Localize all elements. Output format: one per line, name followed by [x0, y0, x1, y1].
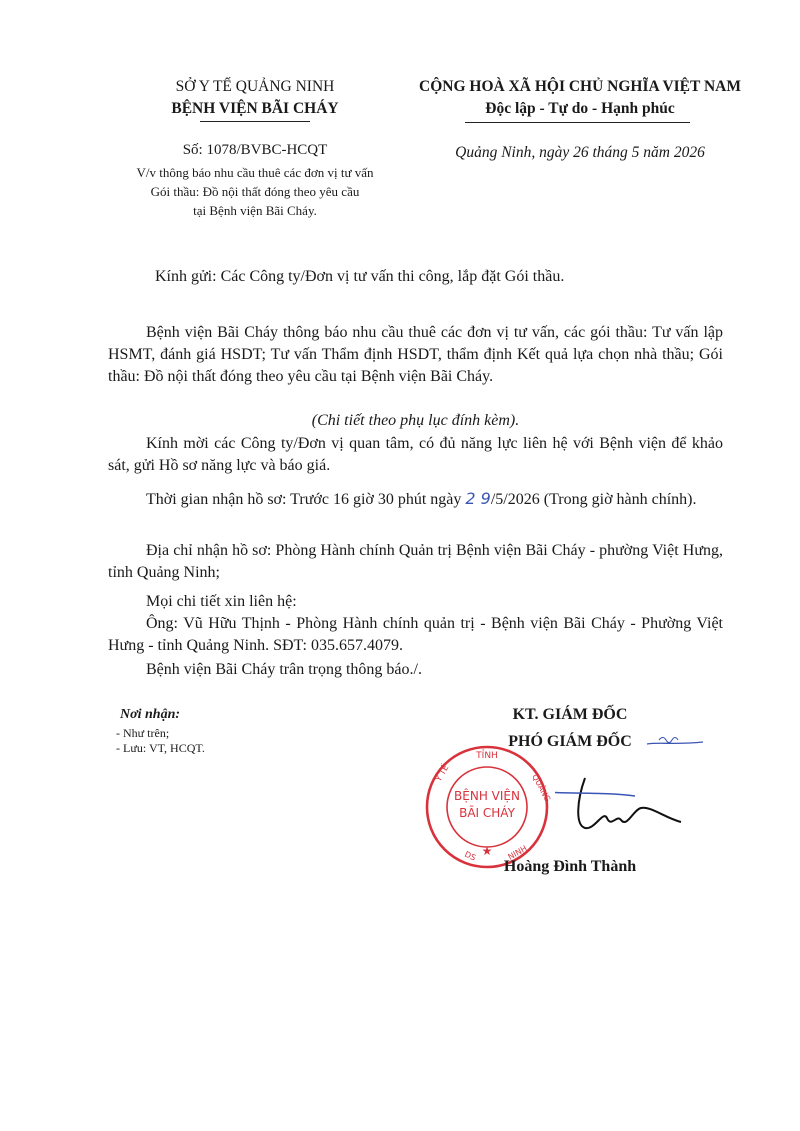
svg-text:DS: DS: [463, 849, 478, 863]
handwritten-day: 2 9: [465, 489, 491, 508]
handwritten-initial-icon: [645, 730, 705, 752]
signer-role-secondary: PHÓ GIÁM ĐỐC: [508, 733, 632, 750]
paragraph-contact-person: Ông: Vũ Hữu Thịnh - Phòng Hành chính quản trị - Bệnh viện Bãi Cháy - Phường Việt Hưng - tỉnh Quảng Ninh. SĐT: 035.657.4079.: [108, 615, 723, 654]
paragraph-address: Địa chỉ nhận hồ sơ: Phòng Hành chính Quản trị Bệnh viện Bãi Cháy - phường Việt Hưng, tỉnh Quảng Ninh;: [108, 542, 723, 581]
nation-title: CỘNG HOÀ XÃ HỘI CHỦ NGHĨA VIỆT NAM: [419, 78, 741, 95]
recipient-item: - Lưu: VT, HCQT.: [116, 741, 205, 755]
official-seal-icon: [420, 742, 555, 872]
deadline-text: Thời gian nhận hồ sơ: Trước 16 giờ 30 phút ngày: [146, 491, 466, 508]
stamp-line-2: BÃI CHÁY: [459, 806, 515, 820]
subject-line: tại Bệnh viện Bãi Cháy.: [193, 203, 317, 218]
document-number: Số: 1078/BVBC-HCQT: [182, 142, 328, 158]
subject-line: V/v thông báo nhu cầu thuê các đơn vị tư vấn: [136, 165, 374, 180]
document-subject: [105, 163, 405, 220]
paragraph-announcement: Bệnh viện Bãi Cháy thông báo nhu cầu thuê các đơn vị tư vấn, các gói thầu: Tư vấn lập HSMT, đánh giá HSDT; Tư vấn Thẩm định HSDT, thẩm định Kết quả lựa chọn nhà thầu; Gói thầu: Đồ nội thất đóng theo yêu cầu tại Bệnh viện Bãi Cháy.: [108, 324, 723, 385]
handwritten-signature-icon: [555, 770, 685, 850]
svg-text:★: ★: [481, 844, 493, 858]
deadline-text-rest: /5/2026 (Trong giờ hành chính).: [490, 491, 697, 508]
recipients-title: Nơi nhận:: [120, 707, 181, 722]
hospital-name: BỆNH VIỆN BÃI CHÁY: [171, 100, 339, 117]
signer-name: Hoàng Đình Thành: [503, 858, 637, 875]
paragraph-contact-intro: Mọi chi tiết xin liên hệ:: [146, 593, 297, 610]
paragraph-detail-note: (Chi tiết theo phụ lục đính kèm).: [311, 412, 520, 429]
svg-text:QUẢNG: QUẢNG: [530, 772, 553, 804]
salutation: Kính gửi: Các Công ty/Đơn vị tư vấn thi công, lắp đặt Gói thầu.: [155, 268, 565, 285]
motto-underline: [465, 122, 690, 123]
svg-text:Y TẾ: Y TẾ: [433, 763, 451, 783]
subject-line: Gói thầu: Đồ nội thất đóng theo yêu cầu: [150, 184, 360, 199]
hospital-underline: [200, 121, 310, 122]
svg-text:TỈNH: TỈNH: [476, 751, 498, 761]
paragraph-deadline: [108, 488, 723, 511]
paragraph-closing: Bệnh viện Bãi Cháy trân trọng thông báo./.: [146, 661, 422, 678]
agency-name: SỞ Y TẾ QUẢNG NINH: [175, 78, 335, 95]
svg-text:NINH: NINH: [506, 843, 529, 862]
recipient-item: - Như trên;: [116, 726, 170, 740]
national-motto: Độc lập - Tự do - Hạnh phúc: [485, 100, 675, 117]
paragraph-invitation: Kính mời các Công ty/Đơn vị quan tâm, có đủ năng lực liên hệ với Bệnh viện để khảo sát, gửi Hồ sơ năng lực và báo giá.: [108, 435, 723, 474]
stamp-line-1: BỆNH VIỆN: [454, 789, 520, 803]
document-date: Quảng Ninh, ngày 26 tháng 5 năm 2026: [455, 144, 705, 161]
signer-role-primary: KT. GIÁM ĐỐC: [512, 706, 628, 723]
